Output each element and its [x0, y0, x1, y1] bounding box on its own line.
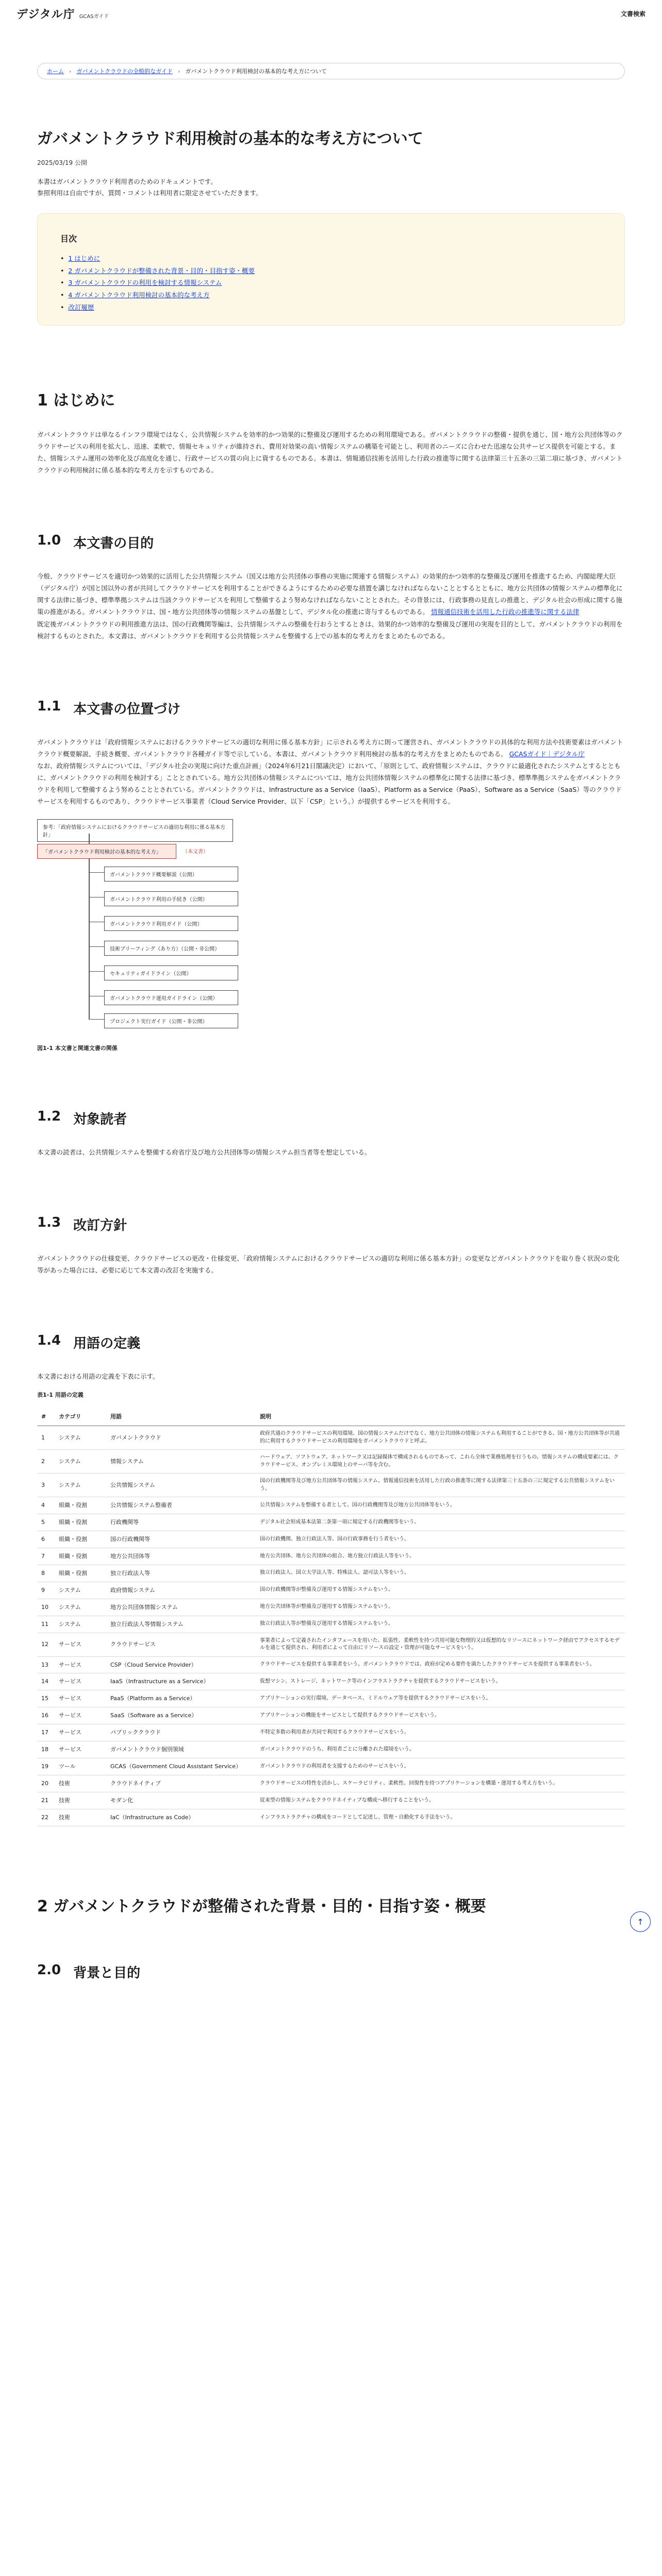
table-row: [37, 1565, 625, 1582]
figure-tag: （本文書）: [183, 849, 208, 855]
row-term: 独立行政法人等: [106, 1565, 256, 1582]
row-description: ガバメントクラウドの利用者を支援するためのサービスをいう。: [256, 1758, 625, 1775]
subsection-heading: [37, 1333, 625, 1352]
table-header-row: [37, 1407, 625, 1426]
table-row: [37, 1497, 625, 1514]
row-term: 地方公共団体情報システム: [106, 1599, 256, 1616]
row-description: 公共情報システムを整備する者として、国の行政機関等及び地方公共団体等をいう。: [256, 1497, 625, 1514]
row-number: 1: [37, 1426, 55, 1450]
row-number: 19: [37, 1758, 55, 1775]
toc-item: [60, 289, 608, 301]
row-term: 情報システム: [106, 1450, 256, 1473]
row-category: 組織・役割: [55, 1531, 106, 1548]
row-number: 11: [37, 1616, 55, 1633]
row-category: サービス: [55, 1656, 106, 1673]
subsection-title: 本文書の位置づけ: [73, 701, 181, 717]
row-term: 政府情報システム: [106, 1582, 256, 1599]
row-description: 不特定多数の利用者が共同で利用するクラウドサービスをいう。: [256, 1724, 625, 1741]
breadcrumb: [37, 63, 625, 79]
row-category: システム: [55, 1599, 106, 1616]
figure-box-child: セキュリティガイドライン（公開）: [104, 965, 238, 980]
section-heading: 1 はじめに: [37, 391, 115, 410]
toc-link[interactable]: 4 ガバメントクラウド利用検討の基本的な考え方: [68, 291, 210, 299]
scroll-to-top-button[interactable]: [630, 1911, 651, 1932]
figure-box-child: プロジェクト実行ガイド（公開・非公開）: [104, 1013, 238, 1028]
column-header: 用語: [106, 1407, 256, 1426]
chevron-right-icon: ›: [69, 67, 72, 75]
table-row: [37, 1426, 625, 1450]
column-header: #: [37, 1407, 55, 1426]
toc-item: [60, 301, 608, 314]
row-description: アプリケーションの機能をサービスとして提供するクラウドサービスをいう。: [256, 1707, 625, 1724]
row-category: サービス: [55, 1707, 106, 1724]
row-category: 組織・役割: [55, 1565, 106, 1582]
table-row: [37, 1473, 625, 1497]
row-number: 6: [37, 1531, 55, 1548]
glossary-table: [37, 1407, 625, 1826]
row-number: 20: [37, 1775, 55, 1792]
row-number: 21: [37, 1792, 55, 1809]
figure-box-child: 技術ブリーフィング（あり方）（公開・非公開）: [104, 941, 238, 956]
connector: [89, 996, 104, 997]
table-row: [37, 1690, 625, 1707]
row-category: システム: [55, 1616, 106, 1633]
connector: [89, 834, 90, 844]
row-number: 12: [37, 1633, 55, 1656]
row-number: 4: [37, 1497, 55, 1514]
connector: [89, 971, 104, 972]
subsection-heading: [37, 699, 625, 718]
breadcrumb-home[interactable]: ホーム: [47, 68, 64, 75]
section-text: ガバメントクラウドの仕様変更、クラウドサービスの更改・仕様変更、「政府情報システムにおけるクラウドサービスの適切な利用に係る基本方針」の変更などガバメントクラウドを取り巻く状況の変化等があった場合には、必要に応じて本文書の改訂を実施する。: [37, 1254, 620, 1274]
row-category: サービス: [55, 1690, 106, 1707]
row-category: 技術: [55, 1809, 106, 1826]
row-term: ガバメントクラウド: [106, 1426, 256, 1450]
row-category: 技術: [55, 1792, 106, 1809]
table-row: [37, 1616, 625, 1633]
row-category: サービス: [55, 1741, 106, 1758]
row-number: 8: [37, 1565, 55, 1582]
row-category: 組織・役割: [55, 1497, 106, 1514]
document-search-link[interactable]: 文書検索: [620, 10, 646, 18]
row-term: 公共情報システム: [106, 1473, 256, 1497]
table-row: [37, 1548, 625, 1565]
table-caption: 表1-1 用語の定義: [37, 1392, 84, 1398]
row-term: 地方公共団体等: [106, 1548, 256, 1565]
table-row: [37, 1775, 625, 1792]
row-category: システム: [55, 1473, 106, 1497]
row-category: ツール: [55, 1758, 106, 1775]
section-text: [37, 736, 625, 760]
publish-date: 2025/03/19 公開: [37, 159, 87, 166]
subsection-title: 対象読者: [73, 1111, 127, 1127]
table-row: [37, 1633, 625, 1656]
figure-box-child: ガバメントクラウド利用の手続き（公開）: [104, 891, 238, 906]
connector: [89, 872, 104, 873]
figure-box-child: ガバメントクラウド利用ガイド（公開）: [104, 916, 238, 931]
table-row: [37, 1599, 625, 1616]
row-number: 18: [37, 1741, 55, 1758]
breadcrumb-general-guide[interactable]: ガバメントクラウドの全般的なガイド: [76, 68, 173, 75]
row-number: 16: [37, 1707, 55, 1724]
row-description: 政府共通のクラウドサービスの利用環境。国の情報システムだけでなく、地方公共団体の情報システムも利用することができる。国・地方公共団体等が共通的に利用するクラウドサービスの利用環境をガバメントクラウドと呼ぶ。: [256, 1426, 625, 1450]
subsection-number: 1.2: [37, 1108, 61, 1124]
logo-main: デジタル庁: [16, 8, 75, 21]
section-text: 本文書における用語の定義を下表に示す。: [37, 1372, 159, 1380]
row-term: ガバメントクラウド個別領域: [106, 1741, 256, 1758]
row-description: 地方公共団体、地方公共団体の組合、地方独立行政法人等をいう。: [256, 1548, 625, 1565]
row-description: 事業者によって定義されたインタフェースを用いた、拡張性、柔軟性を持つ共用可能な物理的又は仮想的なリソースにネットワーク経由でアクセスするモデルを通じて提供され、利用者によって自由にリソースの設定・管理が可能なサービスをいう。: [256, 1633, 625, 1656]
row-category: サービス: [55, 1724, 106, 1741]
subsection-number: 1.0: [37, 533, 61, 548]
row-description: インフラストラクチャの構成をコードとして記述し、管理・自動化する手法をいう。: [256, 1809, 625, 1826]
table-row: [37, 1673, 625, 1690]
subsection-title: 本文書の目的: [73, 536, 154, 551]
row-term: CSP（Cloud Service Provider）: [106, 1656, 256, 1673]
row-number: 5: [37, 1514, 55, 1531]
text-run: 今般、クラウドサービスを適切かつ効果的に活用した公共情報システム（国又は地方公共団体の事務の実施に関連する情報システム）の効果的かつ効率的な整備及び運用を推進するため、内閣総理大臣（デジタル庁）が国と国以外の者が共同してクラウドサービスを利用することができるようにするための必要な措置を講じなければならないこととするとともに、地方公共団体の情報システムの標準化に関する法律に基づき、標準準拠システムは当該クラウドサービスを利用して整備するよう努めなければならないこととされた。その背景には、行政事務の見直しの推進と、デジタル社会の形成に関する施策の推進がある。ガバメントクラウドは、国・地方公共団体等の情報システムの基盤として、デジタル化の推進に寄与するものである。: [37, 572, 623, 616]
section-text: 既定後ガバメントクラウドの利用推進方法は、国の行政機関等編は、公共情報システムの整備を行おうとするときは、効果的かつ効率的な整備及び運用の実現を目的として、ガバメントクラウドの利用を検討するものとされた。本文書は、ガバメントクラウドを利用する公共情報システムを整備する上での基本的な考え方をまとめたものである。: [37, 620, 623, 640]
row-term: IaC（Infrastructure as Code）: [106, 1809, 256, 1826]
logo-sub: GCASガイド: [79, 13, 109, 20]
toc-title: 目次: [60, 233, 77, 244]
section-text: [37, 570, 625, 618]
row-number: 14: [37, 1673, 55, 1690]
row-description: 独立行政法人等が整備及び運用する情報システムをいう。: [256, 1616, 625, 1633]
table-row: [37, 1582, 625, 1599]
row-category: システム: [55, 1582, 106, 1599]
row-term: GCAS（Government Cloud Assistant Service）: [106, 1758, 256, 1775]
law-link[interactable]: 情報通信技術を活用した行政の推進等に関する法律: [431, 608, 580, 616]
row-description: ハードウェア、ソフトウェア、ネットワーク又は記録媒体で構成されるものであって、これら全体で業務処理を行うもの。情報システムの構成要素には、クラウドサービス、オンプレミス環境上のサーバ等を含む。: [256, 1450, 625, 1473]
subsection-number: 1.3: [37, 1214, 61, 1230]
toc-item: [60, 265, 608, 277]
row-description: アプリケーションの実行環境、データベース、ミドルウェア等を提供するクラウドサービスをいう。: [256, 1690, 625, 1707]
subsection-heading: [37, 1215, 625, 1234]
gcas-guide-link[interactable]: GCASガイド｜デジタル庁: [509, 750, 585, 758]
table-row: [37, 1724, 625, 1741]
section-text: なお、政府情報システムについては、「デジタル社会の実現に向けた重点計画」（2024年6月21日閣議決定）において、「原則として、政府情報システムは、クラウドに最適化されたシステムとするとともに、ガバメントクラウドの利用を検討する」こととされている。地方公共団体の情報システムについては、地方公共団体情報システムの標準化に関する法律に基づき、標準準拠システムをガバメントクラウドを利用して整備するよう努めることとされている。ガバメントクラウドは、Infrastructure as a Service（IaaS）、Platform as a Service（PaaS）、Software as a Service（SaaS）等のクラウドサービスを利用するものであり、クラウドサービス事業者（Cloud Service Provider、以下「CSP」という。）が提供するサービスを利用する。: [37, 762, 622, 806]
figure-box-reference: 参考：「政府情報システムにおけるクラウドサービスの適切な利用に係る基本方針」: [37, 819, 233, 842]
document-relationship-figure: [37, 819, 625, 1036]
site-logo[interactable]: [16, 6, 109, 22]
column-header: カテゴリ: [55, 1407, 106, 1426]
section-heading: 2 ガバメントクラウドが整備された背景・目的・目指す姿・概要: [37, 1897, 486, 1916]
intro-line: 参照利用は自由ですが、質問・コメントは利用者に限定させていただきます。: [37, 189, 262, 197]
subsection-number: 1.1: [37, 698, 61, 714]
row-description: 国の行政機関、独立行政法人等、国の行政事務を行う者をいう。: [256, 1531, 625, 1548]
section-text: 本文書の読者は、公共情報システムを整備する府省庁及び地方公共団体等の情報システム担当者等を想定している。: [37, 1148, 371, 1156]
row-term: 独立行政法人等情報システム: [106, 1616, 256, 1633]
row-term: SaaS（Software as a Service）: [106, 1707, 256, 1724]
row-number: 13: [37, 1656, 55, 1673]
chevron-right-icon: ›: [177, 67, 180, 75]
text-run: ガバメントクラウドは「政府情報システムにおけるクラウドサービスの適切な利用に係る基本方針」に示される考え方に則って運営され、ガバメントクラウドの具体的な利用方法や技術要素はガバメントクラウド概要解説、手続き概要、ガバメントクラウド各種ガイド等で示している。本書は、ガバメントクラウド利用検討の基本的な考え方をまとめたものである。: [37, 738, 623, 758]
table-row: [37, 1758, 625, 1775]
row-category: 技術: [55, 1775, 106, 1792]
row-number: 22: [37, 1809, 55, 1826]
row-term: パブリッククラウド: [106, 1724, 256, 1741]
figure-box-main: 「ガバメントクラウド利用検討の基本的な考え方」: [37, 844, 176, 859]
table-row: [37, 1809, 625, 1826]
subsection-heading: [37, 1962, 625, 1981]
row-description: 国の行政機関等及び地方公共団体等の情報システム。情報通信技術を活用した行政の推進等に関する法律第三十五条の三に規定する公共情報システムをいう。: [256, 1473, 625, 1497]
table-row: [37, 1792, 625, 1809]
row-description: 国の行政機関等が整備及び運用する情報システムをいう。: [256, 1582, 625, 1599]
connector: [89, 897, 104, 898]
row-number: 7: [37, 1548, 55, 1565]
row-number: 3: [37, 1473, 55, 1497]
row-category: システム: [55, 1426, 106, 1450]
figure-caption: 図1-1 本文書と関連文書の関係: [37, 1044, 118, 1052]
subsection-number: 2.0: [37, 1962, 61, 1978]
row-term: クラウドサービス: [106, 1633, 256, 1656]
row-description: 地方公共団体等が整備及び運用する情報システムをいう。: [256, 1599, 625, 1616]
connector: [89, 858, 90, 1019]
row-description: 仮想マシン、ストレージ、ネットワーク等のインフラストラクチャを提供するクラウドサービスをいう。: [256, 1673, 625, 1690]
figure-box-child: ガバメントクラウド運用ガイドライン（公開）: [104, 990, 238, 1005]
toc-link[interactable]: 3 ガバメントクラウドの利用を検討する情報システム: [68, 279, 222, 287]
connector: [89, 1019, 104, 1020]
row-category: 組織・役割: [55, 1548, 106, 1565]
table-row: [37, 1741, 625, 1758]
subsection-title: 用語の定義: [73, 1335, 141, 1351]
row-category: サービス: [55, 1633, 106, 1656]
row-description: 独立行政法人、国立大学法人等、特殊法人、認可法人等をいう。: [256, 1565, 625, 1582]
toc-link[interactable]: 2 ガバメントクラウドが整備された背景・目的・目指す姿・概要: [68, 266, 255, 275]
figure-box-child: ガバメントクラウド概要解説（公開）: [104, 867, 238, 882]
row-number: 9: [37, 1582, 55, 1599]
table-row: [37, 1656, 625, 1673]
row-description: ガバメントクラウドのうち、利用者ごとに分離された環境をいう。: [256, 1741, 625, 1758]
subsection-title: 背景と目的: [73, 1965, 141, 1981]
site-header: [0, 0, 662, 27]
subsection-number: 1.4: [37, 1332, 61, 1348]
row-description: 従来型の情報システムをクラウドネイティブな構成へ移行することをいう。: [256, 1792, 625, 1809]
subsection-heading: [37, 533, 625, 552]
subsection-title: 改訂方針: [73, 1217, 127, 1233]
row-description: デジタル社会形成基本法第二条第一項に規定する行政機関等をいう。: [256, 1514, 625, 1531]
row-number: 10: [37, 1599, 55, 1616]
column-header: 説明: [256, 1407, 625, 1426]
breadcrumb-current: ガバメントクラウド利用検討の基本的な考え方について: [185, 68, 327, 75]
row-number: 2: [37, 1450, 55, 1473]
row-term: 国の行政機関等: [106, 1531, 256, 1548]
table-row: [37, 1707, 625, 1724]
arrow-up-icon: ↑: [637, 1917, 644, 1927]
row-term: 行政機関等: [106, 1514, 256, 1531]
table-row: [37, 1514, 625, 1531]
row-term: PaaS（Platform as a Service）: [106, 1690, 256, 1707]
row-category: サービス: [55, 1673, 106, 1690]
toc-link[interactable]: 1 はじめに: [68, 254, 101, 262]
main-content: [0, 129, 662, 1981]
page-title: ガバメントクラウド利用検討の基本的な考え方について: [37, 130, 423, 148]
toc-item: [60, 252, 608, 265]
toc-link[interactable]: 改訂履歴: [68, 303, 94, 311]
section-text: ガバメントクラウドは単なるインフラ環境ではなく、公共情報システムを効率的かつ効果的に整備及び運用するための利用環境である。ガバメントクラウドの整備・提供を通じ、国・地方公共団体等のクラウドサービスの利用を拡大し、迅速、柔軟で、情報セキュリティが維持され、費用対効果の高い情報システムの構築を可能とし、利用者のニーズに合わせた迅速な公共サービス提供を可能とする。また、情報システム運用の効率化及び高度化を通じ、行政サービスの質の向上に資するものである。本書は、情報通信技術を活用した行政の推進等に関する法律第三十五条の三第二項に基づき、ガバメントクラウドの利用検討に係る基本的な考え方を示すものである。: [37, 430, 623, 474]
row-term: モダン化: [106, 1792, 256, 1809]
row-term: IaaS（Infrastructure as a Service）: [106, 1673, 256, 1690]
table-row: [37, 1450, 625, 1473]
row-category: システム: [55, 1450, 106, 1473]
row-number: 15: [37, 1690, 55, 1707]
subsection-heading: [37, 1109, 625, 1128]
connector: [89, 946, 104, 947]
toc-item: [60, 277, 608, 289]
row-term: 公共情報システム整備者: [106, 1497, 256, 1514]
row-category: 組織・役割: [55, 1514, 106, 1531]
table-row: [37, 1531, 625, 1548]
intro: [37, 176, 625, 199]
row-description: クラウドサービスを提供する事業者をいう。ガバメントクラウドでは、政府が定める要件を満たしたクラウドサービスを提供する事業者をいう。: [256, 1656, 625, 1673]
intro-line: 本書はガバメントクラウド利用者のためのドキュメントです。: [37, 178, 217, 185]
connector: [89, 922, 104, 923]
table-of-contents: [37, 213, 625, 326]
row-number: 17: [37, 1724, 55, 1741]
row-term: クラウドネイティブ: [106, 1775, 256, 1792]
row-description: クラウドサービスの特性を活かし、スケーラビリティ、柔軟性、回復性を持つアプリケーションを構築・運用する考え方をいう。: [256, 1775, 625, 1792]
